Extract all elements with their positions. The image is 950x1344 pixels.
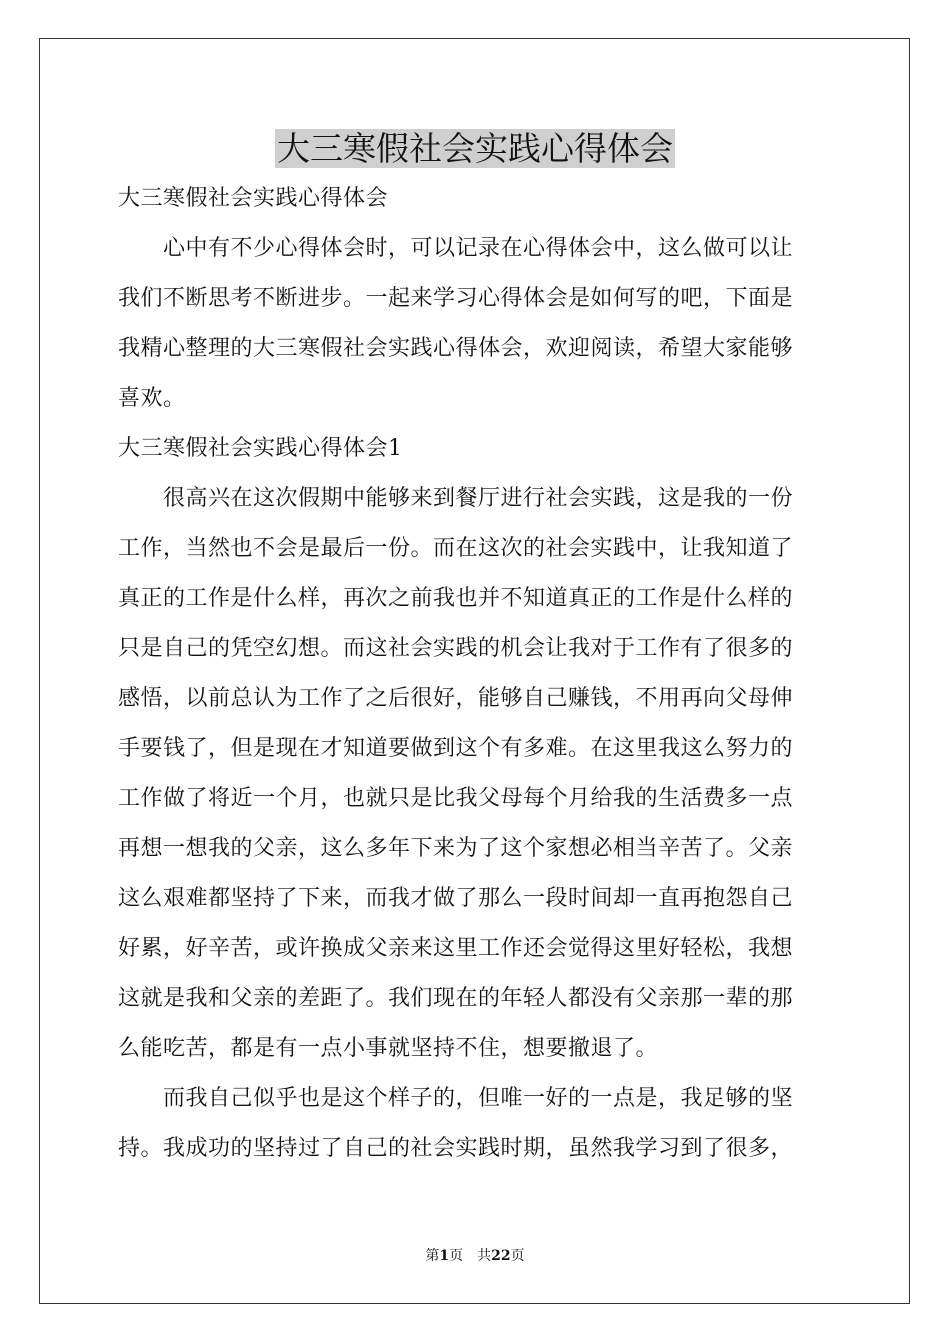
page-total-suffix: 页 (510, 1248, 525, 1264)
page-total: 22 (491, 1248, 511, 1264)
document-title-text: 大三寒假社会实践心得体会 (277, 129, 673, 168)
text-line: 再想一想我的父亲，这么多年下来为了这个家想必相当辛苦了。父亲 (118, 836, 794, 861)
page-middle: 页 共 (449, 1248, 492, 1264)
page-prefix: 第 (425, 1248, 440, 1264)
paragraph-section-heading (118, 424, 832, 474)
document-title (0, 126, 950, 172)
paragraph-subtitle (118, 174, 832, 224)
text-line: 喜欢。 (118, 386, 186, 411)
page-footer (0, 1246, 950, 1266)
page-number: 1 (439, 1248, 450, 1264)
text-line: 而我自己似乎也是这个样子的，但唯一好的一点是，我足够的坚 (118, 1086, 794, 1111)
text-line: 大三寒假社会实践心得体会 (118, 186, 389, 211)
document-body (118, 174, 832, 1174)
text-line: 很高兴在这次假期中能够来到餐厅进行社会实践，这是我的一份 (118, 486, 794, 511)
text-line: 这就是我和父亲的差距了。我们现在的年轻人都没有父亲那一辈的那 (118, 986, 794, 1011)
text-line: 手要钱了，但是现在才知道要做到这个有多难。在这里我这么努力的 (118, 736, 794, 761)
text-line: 大三寒假社会实践心得体会1 (118, 436, 403, 461)
paragraph-intro (118, 224, 832, 424)
text-line: 好累，好辛苦，或许换成父亲来这里工作还会觉得这里好轻松，我想 (118, 936, 794, 961)
text-line: 我精心整理的大三寒假社会实践心得体会，欢迎阅读，希望大家能够 (118, 336, 794, 361)
text-line: 心中有不少心得体会时，可以记录在心得体会中，这么做可以让 (118, 236, 794, 261)
paragraph-body-1 (118, 474, 832, 1074)
text-line: 只是自己的凭空幻想。而这社会实践的机会让我对于工作有了很多的 (118, 636, 794, 661)
text-line: 这么艰难都坚持了下来，而我才做了那么一段时间却一直再抱怨自己 (118, 886, 794, 911)
text-line: 持。我成功的坚持过了自己的社会实践时期，虽然我学习到了很多， (118, 1136, 794, 1161)
text-line: 工作，当然也不会是最后一份。而在这次的社会实践中，让我知道了 (118, 536, 794, 561)
text-line: 感悟，以前总认为工作了之后很好，能够自己赚钱，不用再向父母伸 (118, 686, 794, 711)
text-line: 真正的工作是什么样，再次之前我也并不知道真正的工作是什么样的 (118, 586, 794, 611)
text-line: 工作做了将近一个月，也就只是比我父母每个月给我的生活费多一点 (118, 786, 794, 811)
paragraph-body-2 (118, 1074, 832, 1174)
text-line: 么能吃苦，都是有一点小事就坚持不住，想要撤退了。 (118, 1036, 659, 1061)
text-line: 我们不断思考不断进步。一起来学习心得体会是如何写的吧，下面是 (118, 286, 794, 311)
